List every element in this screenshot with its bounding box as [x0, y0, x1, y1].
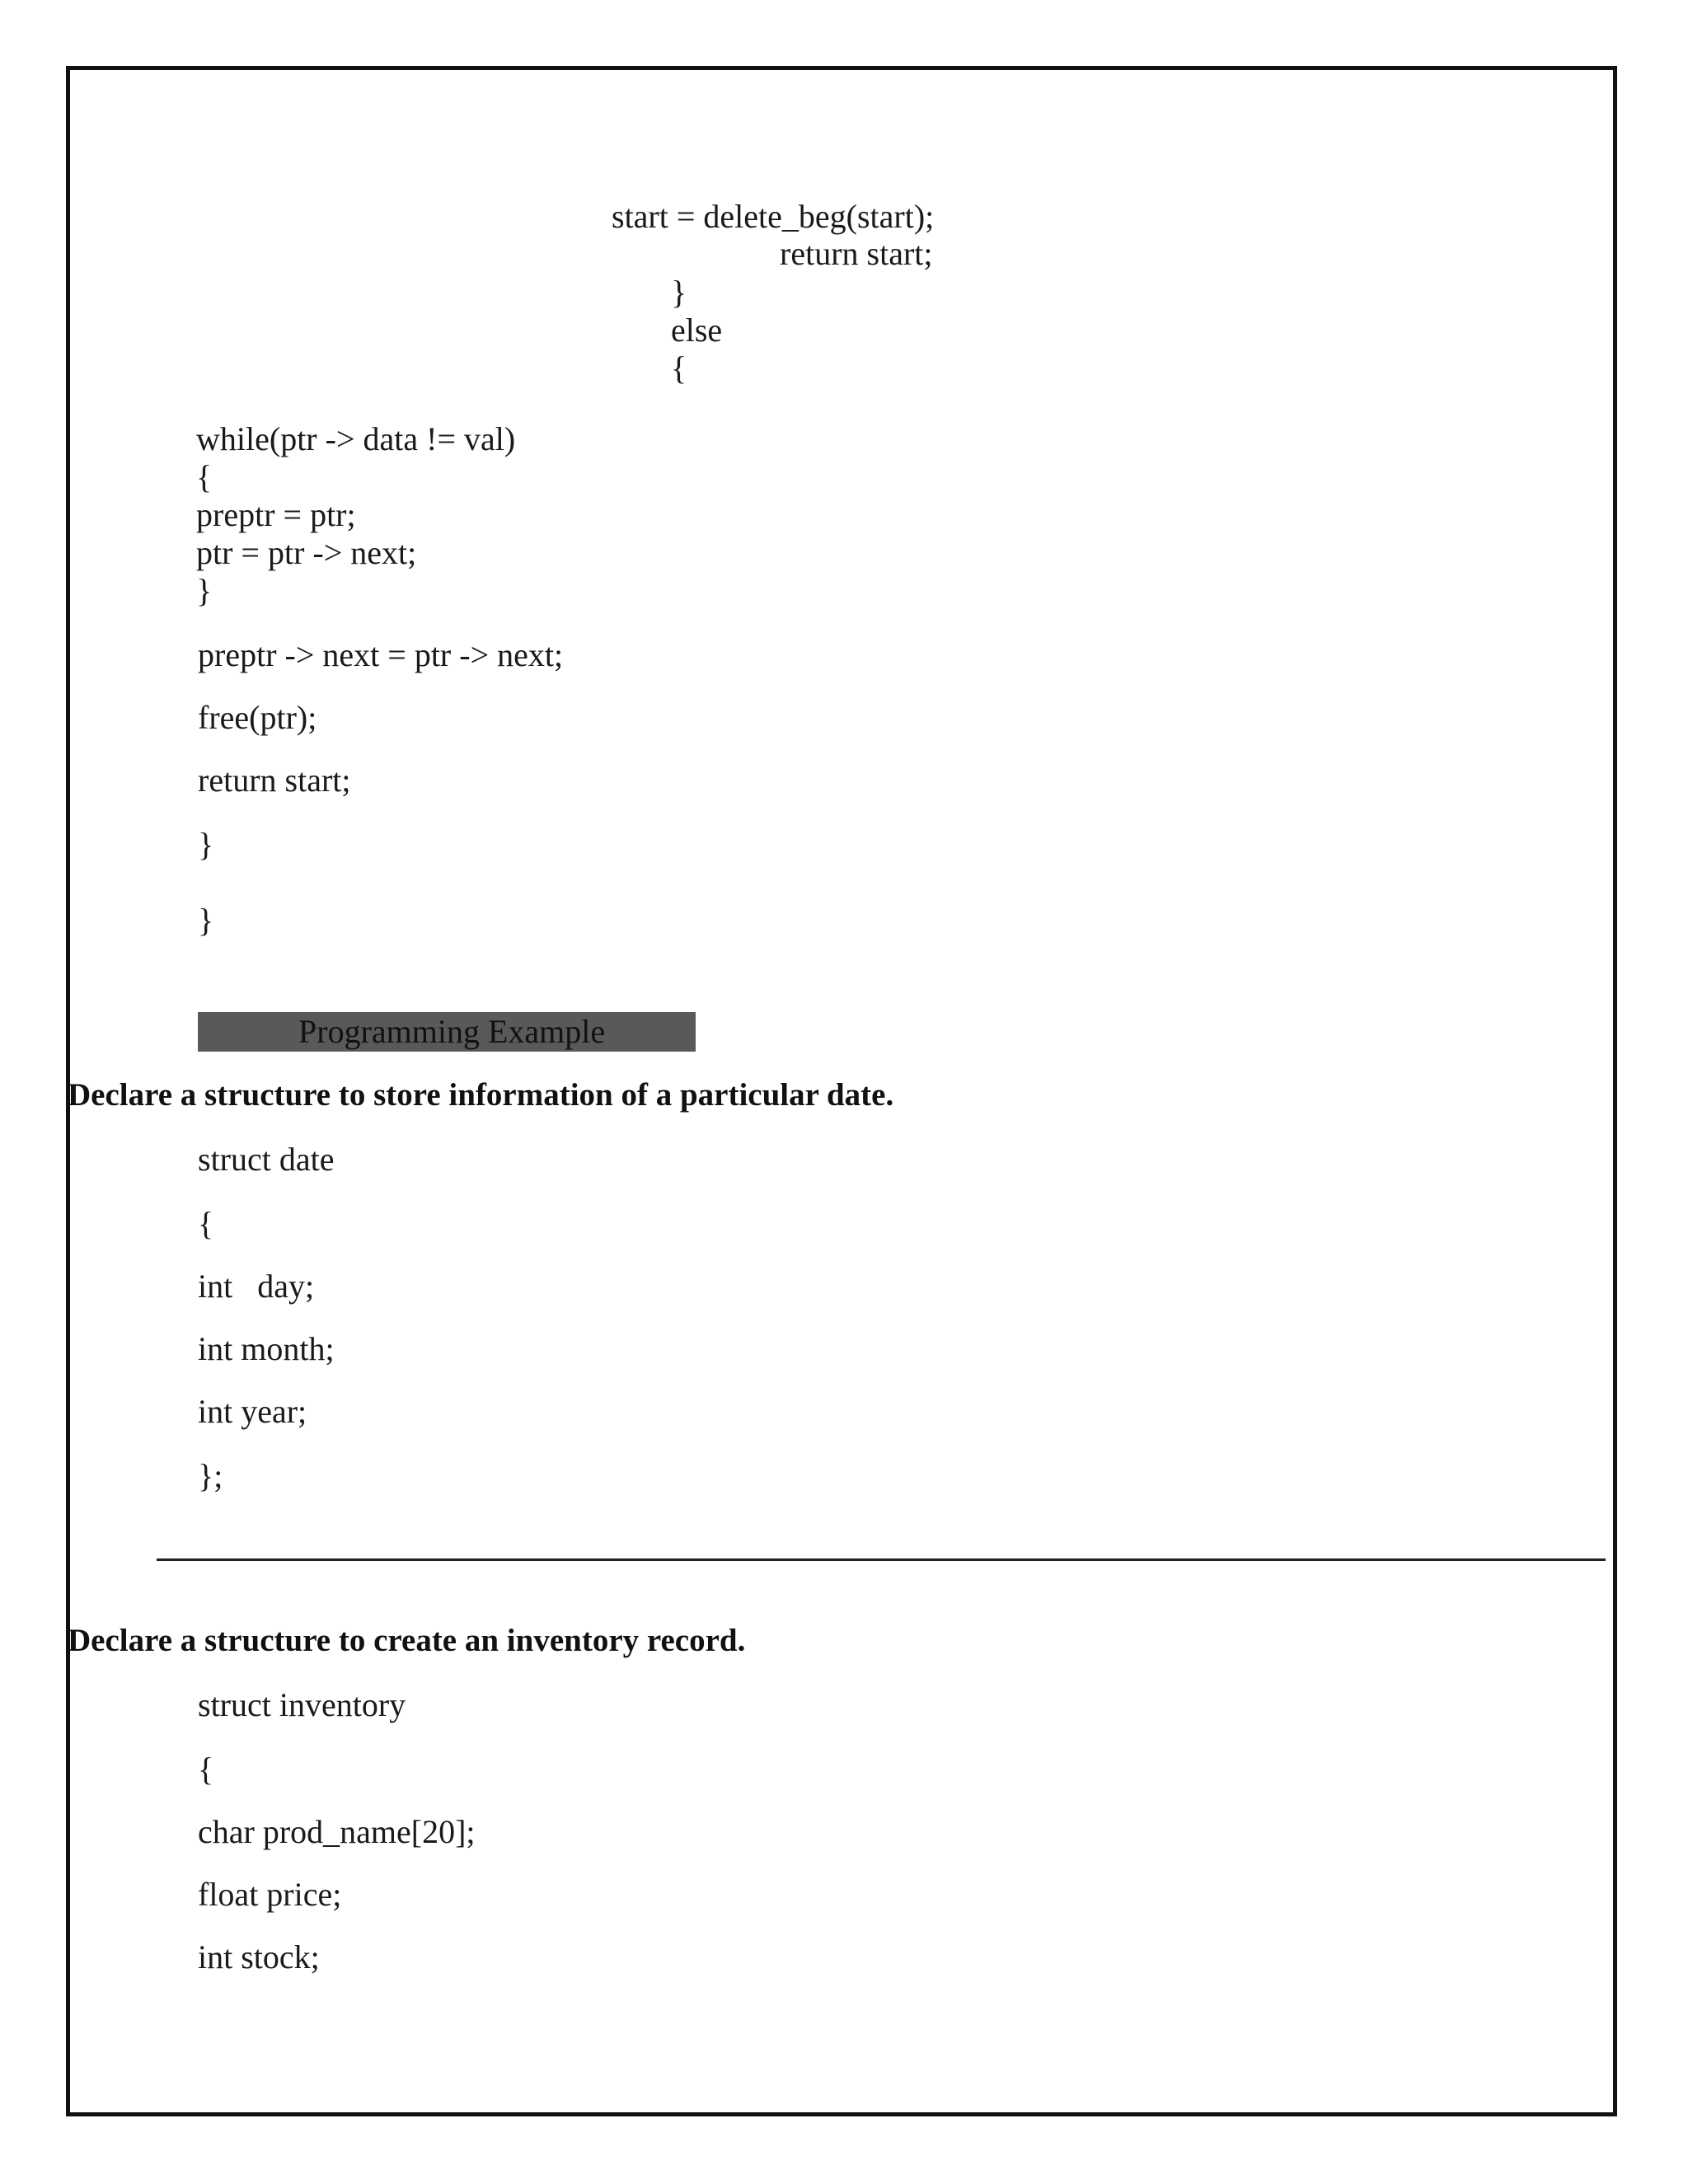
- code-line: int month;: [198, 1330, 335, 1367]
- programming-example-banner: [198, 1012, 696, 1052]
- code-line: struct inventory: [198, 1686, 406, 1723]
- code-line-close-brace: }: [198, 902, 214, 939]
- section-divider: [157, 1558, 1606, 1561]
- code-line-free: free(ptr);: [198, 699, 317, 736]
- code-line-else: else: [671, 312, 723, 349]
- code-line-open-brace: {: [196, 458, 213, 495]
- code-line: float price;: [198, 1876, 342, 1913]
- code-line-return: return start;: [198, 762, 351, 799]
- code-line-close-brace: }: [198, 826, 214, 863]
- code-line-while: while(ptr -> data != val): [196, 420, 516, 457]
- code-line-open-brace: {: [671, 349, 687, 387]
- banner-label: Programming Example: [298, 1013, 606, 1050]
- code-line: {: [198, 1750, 214, 1788]
- example-heading-date: Declare a structure to store information of a particular date.: [68, 1077, 894, 1113]
- code-line-preptr-assign: preptr = ptr;: [196, 496, 356, 533]
- code-line-ptr-assign: ptr = ptr -> next;: [196, 534, 417, 571]
- code-line: int stock;: [198, 1938, 320, 1975]
- code-line: };: [198, 1457, 223, 1494]
- code-line-start-assign: start = delete_beg(start);: [612, 198, 935, 235]
- code-line-close-brace: }: [671, 274, 687, 311]
- code-line: {: [198, 1205, 214, 1242]
- code-line-link: preptr -> next = ptr -> next;: [198, 636, 564, 673]
- code-line: struct date: [198, 1141, 335, 1178]
- code-line: char prod_name[20];: [198, 1813, 476, 1850]
- code-line: int day;: [198, 1268, 315, 1305]
- code-line: int year;: [198, 1393, 307, 1430]
- code-line-close-brace: }: [196, 572, 213, 609]
- code-line-return-start: return start;: [780, 235, 933, 272]
- example-heading-inventory: Declare a structure to create an inventory record.: [68, 1623, 746, 1658]
